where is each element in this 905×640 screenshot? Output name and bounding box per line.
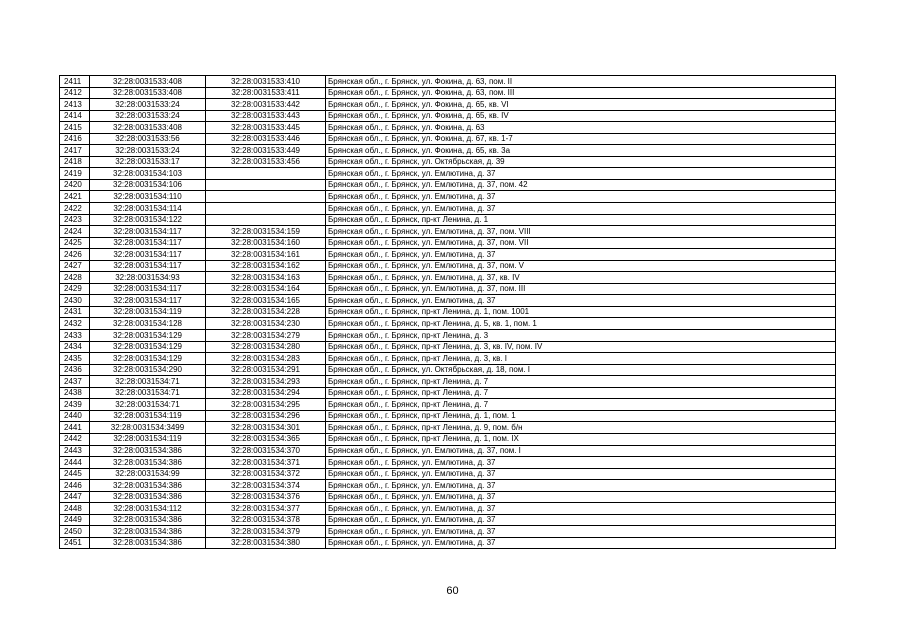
address-cell: Брянская обл., г. Брянск, ул. Фокина, д. 65, кв. VI [326, 99, 836, 111]
table-row [60, 376, 836, 388]
table-row [60, 341, 836, 353]
address-cell: Брянская обл., г. Брянск, ул. Фокина, д. 65, кв. 3а [326, 145, 836, 157]
cadastral-number-cell: 32:28:0031533:446 [206, 133, 326, 145]
row-number-cell: 2438 [60, 387, 90, 399]
parent-cadastral-number-cell: 32:28:0031534:386 [90, 445, 206, 457]
cadastral-number-cell [206, 214, 326, 226]
table-row [60, 214, 836, 226]
cadastral-number-cell: 32:28:0031534:374 [206, 480, 326, 492]
table-row [60, 122, 836, 134]
table-row [60, 514, 836, 526]
row-number-cell: 2439 [60, 399, 90, 411]
cadastral-number-cell: 32:28:0031533:442 [206, 99, 326, 111]
table-row [60, 318, 836, 330]
table-row [60, 203, 836, 215]
parent-cadastral-number-cell: 32:28:0031533:17 [90, 156, 206, 168]
address-cell: Брянская обл., г. Брянск, ул. Емлютина, д. 37 [326, 295, 836, 307]
parent-cadastral-number-cell: 32:28:0031534:117 [90, 237, 206, 249]
cadastral-number-cell: 32:28:0031534:370 [206, 445, 326, 457]
parent-cadastral-number-cell: 32:28:0031534:129 [90, 353, 206, 365]
table-row [60, 191, 836, 203]
row-number-cell: 2417 [60, 145, 90, 157]
cadastral-number-cell: 32:28:0031533:411 [206, 87, 326, 99]
address-cell: Брянская обл., г. Брянск, ул. Фокина, д. 63 [326, 122, 836, 134]
parent-cadastral-number-cell: 32:28:0031533:408 [90, 87, 206, 99]
table-row [60, 237, 836, 249]
table-row [60, 387, 836, 399]
table-row [60, 295, 836, 307]
address-cell: Брянская обл., г. Брянск, ул. Емлютина, д. 37 [326, 491, 836, 503]
address-cell: Брянская обл., г. Брянск, пр-кт Ленина, д. 1, пом. 1 [326, 410, 836, 422]
parent-cadastral-number-cell: 32:28:0031534:106 [90, 179, 206, 191]
address-cell: Брянская обл., г. Брянск, ул. Емлютина, д. 37 [326, 249, 836, 261]
parent-cadastral-number-cell: 32:28:0031534:119 [90, 433, 206, 445]
cadastral-number-cell: 32:28:0031534:230 [206, 318, 326, 330]
table-row [60, 410, 836, 422]
address-cell: Брянская обл., г. Брянск, ул. Октябрьская, д. 18, пом. I [326, 364, 836, 376]
row-number-cell: 2420 [60, 179, 90, 191]
table-row [60, 76, 836, 88]
cadastral-number-cell: 32:28:0031534:294 [206, 387, 326, 399]
cadastral-number-cell: 32:28:0031533:449 [206, 145, 326, 157]
cadastral-number-cell: 32:28:0031534:365 [206, 433, 326, 445]
parent-cadastral-number-cell: 32:28:0031533:56 [90, 133, 206, 145]
parent-cadastral-number-cell: 32:28:0031534:129 [90, 341, 206, 353]
parent-cadastral-number-cell: 32:28:0031534:112 [90, 503, 206, 515]
address-cell: Брянская обл., г. Брянск, ул. Емлютина, д. 37, пом. III [326, 283, 836, 295]
table-row [60, 445, 836, 457]
table-row [60, 179, 836, 191]
row-number-cell: 2436 [60, 364, 90, 376]
row-number-cell: 2442 [60, 433, 90, 445]
address-cell: Брянская обл., г. Брянск, ул. Емлютина, д. 37 [326, 537, 836, 549]
table-row [60, 306, 836, 318]
address-cell: Брянская обл., г. Брянск, ул. Фокина, д. 67, кв. 1-7 [326, 133, 836, 145]
cadastral-number-cell: 32:28:0031534:372 [206, 468, 326, 480]
address-cell: Брянская обл., г. Брянск, ул. Октябрьская, д. 39 [326, 156, 836, 168]
row-number-cell: 2434 [60, 341, 90, 353]
address-cell: Брянская обл., г. Брянск, пр-кт Ленина, д. 1, пом. 1001 [326, 306, 836, 318]
address-cell: Брянская обл., г. Брянск, пр-кт Ленина, д. 1, пом. IX [326, 433, 836, 445]
cadastral-number-cell: 32:28:0031533:456 [206, 156, 326, 168]
row-number-cell: 2435 [60, 353, 90, 365]
row-number-cell: 2418 [60, 156, 90, 168]
cadastral-number-cell: 32:28:0031534:291 [206, 364, 326, 376]
cadastral-number-cell [206, 168, 326, 180]
table-row [60, 99, 836, 111]
parent-cadastral-number-cell: 32:28:0031534:71 [90, 399, 206, 411]
table-row [60, 526, 836, 538]
cadastral-number-cell: 32:28:0031534:380 [206, 537, 326, 549]
row-number-cell: 2437 [60, 376, 90, 388]
table-row [60, 353, 836, 365]
row-number-cell: 2432 [60, 318, 90, 330]
cadastral-number-cell: 32:28:0031534:163 [206, 272, 326, 284]
cadastral-number-cell [206, 203, 326, 215]
cadastral-number-cell: 32:28:0031534:283 [206, 353, 326, 365]
parent-cadastral-number-cell: 32:28:0031534:117 [90, 260, 206, 272]
address-cell: Брянская обл., г. Брянск, ул. Емлютина, д. 37, пом. V [326, 260, 836, 272]
address-cell: Брянская обл., г. Брянск, пр-кт Ленина, д. 7 [326, 376, 836, 388]
cadastral-number-cell: 32:28:0031534:165 [206, 295, 326, 307]
address-cell: Брянская обл., г. Брянск, ул. Емлютина, д. 37 [326, 514, 836, 526]
parent-cadastral-number-cell: 32:28:0031534:117 [90, 283, 206, 295]
address-cell: Брянская обл., г. Брянск, ул. Емлютина, д. 37 [326, 168, 836, 180]
cadastral-number-cell: 32:28:0031534:293 [206, 376, 326, 388]
parent-cadastral-number-cell: 32:28:0031534:122 [90, 214, 206, 226]
cadastral-number-cell: 32:28:0031534:296 [206, 410, 326, 422]
table-row [60, 503, 836, 515]
table-row [60, 249, 836, 261]
parent-cadastral-number-cell: 32:28:0031534:3499 [90, 422, 206, 434]
cadastral-number-cell: 32:28:0031533:443 [206, 110, 326, 122]
address-cell: Брянская обл., г. Брянск, пр-кт Ленина, д. 3, кв. IV, пом. IV [326, 341, 836, 353]
parent-cadastral-number-cell: 32:28:0031534:386 [90, 526, 206, 538]
parent-cadastral-number-cell: 32:28:0031534:114 [90, 203, 206, 215]
row-number-cell: 2411 [60, 76, 90, 88]
parent-cadastral-number-cell: 32:28:0031534:99 [90, 468, 206, 480]
parent-cadastral-number-cell: 32:28:0031534:117 [90, 249, 206, 261]
row-number-cell: 2443 [60, 445, 90, 457]
address-cell: Брянская обл., г. Брянск, пр-кт Ленина, д. 9, пом. б/н [326, 422, 836, 434]
row-number-cell: 2441 [60, 422, 90, 434]
parent-cadastral-number-cell: 32:28:0031534:119 [90, 306, 206, 318]
parent-cadastral-number-cell: 32:28:0031534:386 [90, 491, 206, 503]
row-number-cell: 2429 [60, 283, 90, 295]
page-number: 60 [446, 585, 459, 597]
cadastral-number-cell: 32:28:0031534:377 [206, 503, 326, 515]
address-cell: Брянская обл., г. Брянск, ул. Емлютина, д. 37 [326, 191, 836, 203]
row-number-cell: 2428 [60, 272, 90, 284]
address-cell: Брянская обл., г. Брянск, ул. Емлютина, д. 37 [326, 468, 836, 480]
parent-cadastral-number-cell: 32:28:0031533:24 [90, 145, 206, 157]
row-number-cell: 2416 [60, 133, 90, 145]
parent-cadastral-number-cell: 32:28:0031534:110 [90, 191, 206, 203]
table-row [60, 283, 836, 295]
parent-cadastral-number-cell: 32:28:0031534:386 [90, 480, 206, 492]
address-cell: Брянская обл., г. Брянск, пр-кт Ленина, д. 1 [326, 214, 836, 226]
address-cell: Брянская обл., г. Брянск, ул. Емлютина, д. 37 [326, 203, 836, 215]
table-row [60, 168, 836, 180]
parent-cadastral-number-cell: 32:28:0031534:117 [90, 295, 206, 307]
parent-cadastral-number-cell: 32:28:0031534:71 [90, 376, 206, 388]
parent-cadastral-number-cell: 32:28:0031533:24 [90, 99, 206, 111]
cadastral-number-cell: 32:28:0031534:280 [206, 341, 326, 353]
table-row [60, 156, 836, 168]
table-row [60, 433, 836, 445]
row-number-cell: 2433 [60, 330, 90, 342]
table-row [60, 422, 836, 434]
row-number-cell: 2447 [60, 491, 90, 503]
parent-cadastral-number-cell: 32:28:0031534:71 [90, 387, 206, 399]
parent-cadastral-number-cell: 32:28:0031534:386 [90, 514, 206, 526]
table-row [60, 145, 836, 157]
row-number-cell: 2415 [60, 122, 90, 134]
row-number-cell: 2446 [60, 480, 90, 492]
cadastral-number-cell: 32:28:0031534:279 [206, 330, 326, 342]
cadastral-number-cell: 32:28:0031534:159 [206, 226, 326, 238]
table-row [60, 399, 836, 411]
cadastral-number-cell: 32:28:0031534:301 [206, 422, 326, 434]
cadastral-number-cell: 32:28:0031534:371 [206, 457, 326, 469]
row-number-cell: 2424 [60, 226, 90, 238]
table-row [60, 260, 836, 272]
cadastral-number-cell: 32:28:0031533:410 [206, 76, 326, 88]
row-number-cell: 2431 [60, 306, 90, 318]
table-body [60, 76, 836, 549]
row-number-cell: 2451 [60, 537, 90, 549]
row-number-cell: 2440 [60, 410, 90, 422]
cadastral-number-cell: 32:28:0031534:376 [206, 491, 326, 503]
cadastral-number-cell: 32:28:0031533:445 [206, 122, 326, 134]
row-number-cell: 2412 [60, 87, 90, 99]
cadastral-number-cell: 32:28:0031534:161 [206, 249, 326, 261]
address-cell: Брянская обл., г. Брянск, ул. Емлютина, д. 37, пом. VIII [326, 226, 836, 238]
address-cell: Брянская обл., г. Брянск, ул. Емлютина, д. 37, кв. IV [326, 272, 836, 284]
cadastral-number-cell: 32:28:0031534:378 [206, 514, 326, 526]
address-cell: Брянская обл., г. Брянск, ул. Емлютина, д. 37 [326, 457, 836, 469]
address-cell: Брянская обл., г. Брянск, ул. Фокина, д. 65, кв. IV [326, 110, 836, 122]
table-row [60, 537, 836, 549]
address-cell: Брянская обл., г. Брянск, пр-кт Ленина, д. 5, кв. 1, пом. 1 [326, 318, 836, 330]
table-row [60, 330, 836, 342]
parent-cadastral-number-cell: 32:28:0031534:290 [90, 364, 206, 376]
address-cell: Брянская обл., г. Брянск, ул. Емлютина, д. 37 [326, 503, 836, 515]
address-cell: Брянская обл., г. Брянск, пр-кт Ленина, д. 7 [326, 387, 836, 399]
row-number-cell: 2450 [60, 526, 90, 538]
cadastral-number-cell: 32:28:0031534:295 [206, 399, 326, 411]
table-row [60, 480, 836, 492]
address-cell: Брянская обл., г. Брянск, ул. Емлютина, д. 37 [326, 526, 836, 538]
table-row [60, 468, 836, 480]
address-cell: Брянская обл., г. Брянск, ул. Фокина, д. 63, пом. II [326, 76, 836, 88]
row-number-cell: 2449 [60, 514, 90, 526]
address-cell: Брянская обл., г. Брянск, ул. Емлютина, д. 37, пом. 42 [326, 179, 836, 191]
row-number-cell: 2445 [60, 468, 90, 480]
table-row [60, 87, 836, 99]
row-number-cell: 2422 [60, 203, 90, 215]
row-number-cell: 2426 [60, 249, 90, 261]
property-register-table [59, 75, 836, 549]
cadastral-number-cell: 32:28:0031534:228 [206, 306, 326, 318]
parent-cadastral-number-cell: 32:28:0031533:24 [90, 110, 206, 122]
address-cell: Брянская обл., г. Брянск, ул. Емлютина, д. 37, пом. I [326, 445, 836, 457]
table-row [60, 364, 836, 376]
row-number-cell: 2413 [60, 99, 90, 111]
parent-cadastral-number-cell: 32:28:0031533:408 [90, 76, 206, 88]
parent-cadastral-number-cell: 32:28:0031533:408 [90, 122, 206, 134]
address-cell: Брянская обл., г. Брянск, пр-кт Ленина, д. 7 [326, 399, 836, 411]
address-cell: Брянская обл., г. Брянск, пр-кт Ленина, д. 3, кв. I [326, 353, 836, 365]
cadastral-number-cell: 32:28:0031534:160 [206, 237, 326, 249]
row-number-cell: 2423 [60, 214, 90, 226]
table-row [60, 457, 836, 469]
cadastral-number-cell [206, 191, 326, 203]
row-number-cell: 2421 [60, 191, 90, 203]
table-row [60, 491, 836, 503]
parent-cadastral-number-cell: 32:28:0031534:386 [90, 457, 206, 469]
row-number-cell: 2419 [60, 168, 90, 180]
parent-cadastral-number-cell: 32:28:0031534:117 [90, 226, 206, 238]
parent-cadastral-number-cell: 32:28:0031534:93 [90, 272, 206, 284]
address-cell: Брянская обл., г. Брянск, пр-кт Ленина, д. 3 [326, 330, 836, 342]
table-row [60, 226, 836, 238]
table-row [60, 133, 836, 145]
parent-cadastral-number-cell: 32:28:0031534:386 [90, 537, 206, 549]
table-row [60, 272, 836, 284]
parent-cadastral-number-cell: 32:28:0031534:119 [90, 410, 206, 422]
cadastral-number-cell [206, 179, 326, 191]
row-number-cell: 2425 [60, 237, 90, 249]
parent-cadastral-number-cell: 32:28:0031534:129 [90, 330, 206, 342]
row-number-cell: 2427 [60, 260, 90, 272]
cadastral-number-cell: 32:28:0031534:162 [206, 260, 326, 272]
row-number-cell: 2444 [60, 457, 90, 469]
row-number-cell: 2430 [60, 295, 90, 307]
row-number-cell: 2448 [60, 503, 90, 515]
cadastral-number-cell: 32:28:0031534:164 [206, 283, 326, 295]
parent-cadastral-number-cell: 32:28:0031534:103 [90, 168, 206, 180]
address-cell: Брянская обл., г. Брянск, ул. Емлютина, д. 37, пом. VII [326, 237, 836, 249]
cadastral-number-cell: 32:28:0031534:379 [206, 526, 326, 538]
row-number-cell: 2414 [60, 110, 90, 122]
address-cell: Брянская обл., г. Брянск, ул. Фокина, д. 63, пом. III [326, 87, 836, 99]
parent-cadastral-number-cell: 32:28:0031534:128 [90, 318, 206, 330]
address-cell: Брянская обл., г. Брянск, ул. Емлютина, д. 37 [326, 480, 836, 492]
table-row [60, 110, 836, 122]
